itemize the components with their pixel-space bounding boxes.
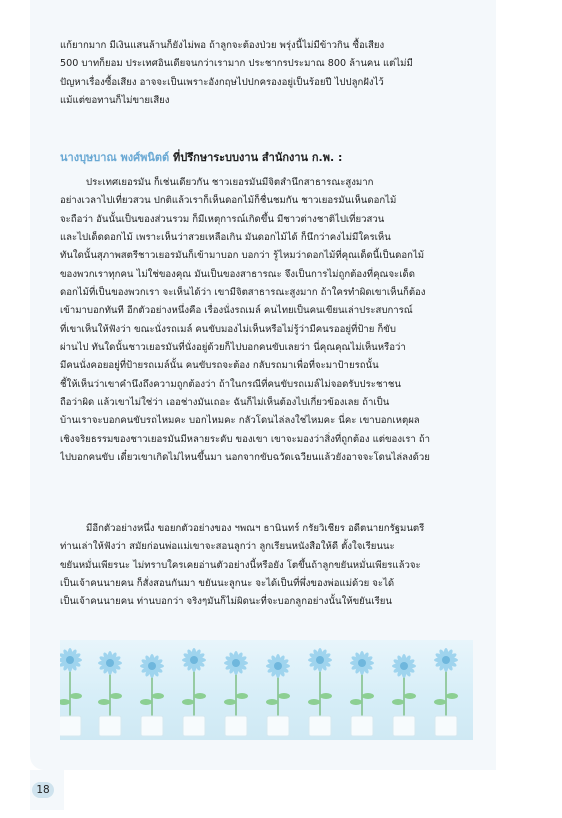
text-line: ถือว่าผิด แล้วเขาไม่ใช่ว่า เออช่างมันเถอะ ฉันก็ไม่เห็นต้องไปเกี่ยวข้องเลย ถ้าเป็น	[60, 397, 390, 409]
text-line: ทันใดนั้นสุภาพสตรีชาวเยอรมันก็เข้ามาบอก บอกว่า รู้ไหมว่าดอกไม้ที่คุณเด็ดนี้เป็นดอกไม้	[60, 250, 425, 262]
text-line: ผ่านไป ทันใดนั้นชาวเยอรมันที่นั่งอยู่ด้วยก็ไปบอกคนขับเลยว่า นี่คุณคุณไม่เห็นหรือว่า	[60, 342, 406, 354]
text-line: อย่างเวลาไปเที่ยวสวน ปกติแล้วเราก็เห็นดอกไม้ก็ชื่นชมกัน ชาวเยอรมันเห็นดอกไม้	[60, 195, 397, 207]
flower-center	[232, 659, 240, 667]
text-line: แก้ยากมาก มีเงินแสนล้านก็ยังไม่พอ ถ้าลูกจะต้องป่วย พรุ่งนี้ไม่มีข้าวกิน ซื้อเสียง	[60, 40, 385, 51]
text-line: บ้านเราจะบอกคนขับรถไหมคะ บอกไหมคะ กลัวโดนไล่ลงใช่ไหมคะ นี่คะ เขาบอกเหตุผล	[60, 415, 420, 427]
flower-pot	[183, 716, 205, 736]
text-line: เป็นเจ้าคนนายคน ท่านบอกว่า จริงๆมันก็ไม่ผิดนะที่จะบอกลูกอย่างนั้นให้ขยันเรียน	[60, 596, 392, 608]
flower-leaf	[392, 699, 404, 705]
text-line: มีคนนั่งคอยอยู่ที่ป้ายรถเมล์นั้น คนขับรถจะต้อง กลับรถมาเพื่อที่จะมาป้ายรถนั้น	[60, 360, 379, 372]
flower-leaf	[194, 693, 206, 699]
text-line: จะถือว่า อันนั้นเป็นของส่วนรวม ก็มีเหตุการณ์เกิดขึ้น มีชาวต่างชาติไปเที่ยวสวน	[60, 213, 385, 225]
flower-pot	[435, 716, 457, 736]
flower-center	[148, 662, 156, 670]
flower-leaf	[404, 693, 416, 699]
flower-pots-illustration	[60, 640, 473, 740]
text-line: ท่านเล่าให้ฟังว่า สมัยก่อนพ่อแม่เขาจะสอนลูกว่า ลูกเรียนหนังสือให้ดี ตั้งใจเรียนนะ	[60, 541, 395, 553]
flower-leaf	[140, 699, 152, 705]
flower-leaf	[182, 699, 194, 705]
text-line: ชี้ให้เห็นว่าเขาคำนึงถึงความถูกต้องว่า ถ้าในกรณีที่คนขับรถเมล์ไม่จอดรับประชาชน	[60, 378, 401, 390]
flower-center	[66, 656, 74, 664]
text-line: แม้แต่ขอทานก็ไม่ขายเสียง	[60, 95, 170, 107]
text-line: ดอกไม้ที่เป็นของพวกเรา จะเห็นได้ว่า เขามีจิตสาธารณะสูงมาก ถ้าใครทำผิดเขาเห็นก็ต้อง	[60, 287, 426, 299]
flower-center	[358, 659, 366, 667]
speaker-role: ที่ปรึกษาระบบงาน สำนักงาน ก.พ. :	[173, 151, 343, 164]
flower-leaf	[70, 693, 82, 699]
text-line: 500 บาทก็ยอม ประเทศอินเดียจนกว่าเรามาก ประชากรประมาณ 800 ล้านคน แต่ไม่มี	[60, 58, 413, 70]
flower-leaf	[110, 693, 122, 699]
text-line: เป็นเจ้าคนนายคน ก็สั่งสอนกันมา ขยันนะลูกนะ จะได้เป็นที่พึ่งของพ่อแม่ด้วย จะได้	[60, 578, 395, 590]
speaker-heading	[60, 148, 473, 166]
text-line: เข้ามาบอกทันที อีกตัวอย่างหนึ่งคือ เรื่องนั่งรถเมล์ คนไทยเป็นคนเขียนเล่าประสบการณ์	[60, 305, 413, 317]
flowers-svg	[60, 640, 473, 740]
flower-pot	[393, 716, 415, 736]
flower-leaf	[362, 693, 374, 699]
flower-center	[106, 659, 114, 667]
paragraph-3	[60, 520, 473, 612]
flower-leaf	[446, 693, 458, 699]
page-number: 18	[32, 782, 54, 798]
flower-leaf	[98, 699, 110, 705]
speaker-name: นางบุษบาณ พงศ์พนิตต์	[60, 151, 170, 164]
text-line: ปัญหาเรื่องซื้อเสียง อาจจะเป็นเพราะอังกฤษไปปกครองอยู่เป็นร้อยปี ไปปลูกฝังไว้	[60, 76, 384, 88]
flower-center	[400, 662, 408, 670]
flower-pot	[225, 716, 247, 736]
flower-center	[274, 662, 282, 670]
flower-pot	[60, 716, 81, 736]
text-line: ขยันหมั่นเพียรนะ ไม่ทราบใครเคยอ่านตัวอย่างนี้หรือยัง โตขึ้นถ้าลูกขยันหมั่นเพียรแล้วจะ	[60, 559, 421, 571]
flower-pot	[267, 716, 289, 736]
flower-pot	[309, 716, 331, 736]
flower-leaf	[434, 699, 446, 705]
flower-leaf	[266, 699, 278, 705]
flower-leaf	[224, 699, 236, 705]
text-line: ไปบอกคนขับ เดี๋ยวเขาเกิดไม่ไหนขึ้นมา นอกจากขับฉวัดเฉวียนแล้วยังอาจจะโดนไล่ลงด้วย	[60, 452, 430, 464]
flower-center	[316, 656, 324, 664]
text-line: ของพวกเราทุกคน ไม่ใช่ของคุณ มันเป็นของสาธารณะ จึงเป็นการไม่ถูกต้องที่คุณจะเด็ด	[60, 268, 415, 280]
flower-leaf	[308, 699, 320, 705]
flower-center	[442, 656, 450, 664]
flower-pot	[99, 716, 121, 736]
flower-pot	[141, 716, 163, 736]
flower-pot	[351, 716, 373, 736]
text-line: ประเทศเยอรมัน ก็เช่นเดียวกัน ชาวเยอรมันมีจิตสำนึกสาธารณะสูงมาก	[86, 177, 374, 188]
flower-leaf	[152, 693, 164, 699]
paragraph-1	[60, 37, 473, 110]
text-line: เชิงจริยธรรมของชาวเยอรมันมีหลายระดับ ของเขา เขาจะมองว่าสิ่งที่ถูกต้อง แต่ของเรา ถ้า	[60, 433, 431, 445]
flower-center	[190, 656, 198, 664]
text-line: มีอีกตัวอย่างหนึ่ง ขอยกตัวอย่างของ ฯพณฯ ธานินทร์ กรัยวิเชียร อดีตนายกรัฐมนตรี	[86, 523, 425, 534]
flower-leaf	[278, 693, 290, 699]
flower-leaf	[60, 699, 70, 705]
text-line: ที่เขาเห็นให้ฟังว่า ขณะนั่งรถเมล์ คนขับมองไม่เห็นหรือไม่รู้ว่ามีคนรออยู่ที่ป้าย ก็ขับ	[60, 323, 396, 335]
paragraph-2	[60, 174, 473, 468]
flower-leaf	[320, 693, 332, 699]
flower-leaf	[350, 699, 362, 705]
text-line: และไปเด็ดดอกไม้ เพราะเห็นว่าสวยเหลือเกิน มันดอกไม้ได้ ก็นึกว่าคงไม่มีใครเห็น	[60, 232, 391, 244]
flower-leaf	[236, 693, 248, 699]
